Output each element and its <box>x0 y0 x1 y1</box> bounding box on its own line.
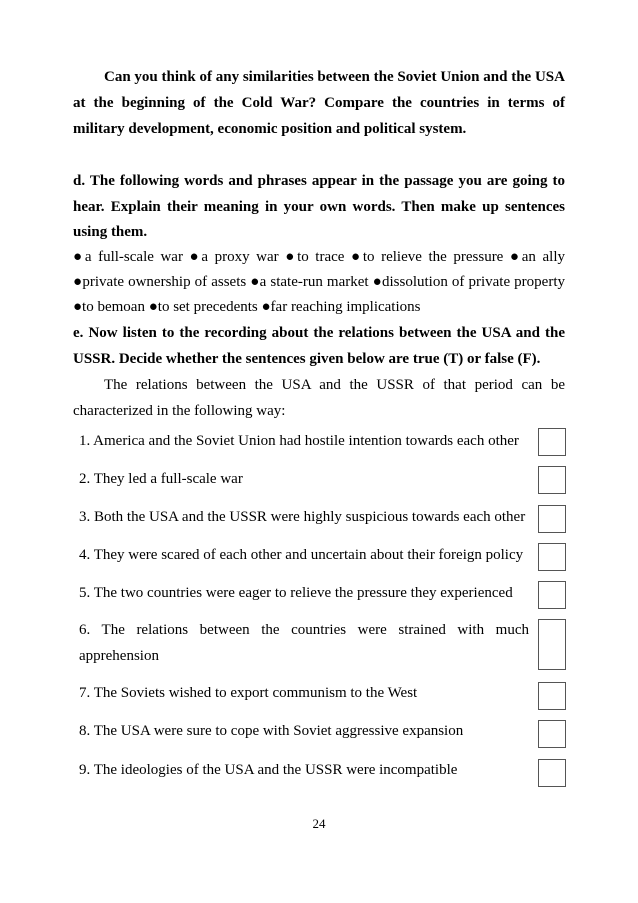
section-e-line-2: USSR. Decide whether the sentences given below are true (T) or false (F). <box>73 351 541 367</box>
statement-text: 2. They led a full-scale war <box>79 471 243 487</box>
section-d-line-1: d. The following words and phrases appear in the passage you are going to <box>73 173 565 189</box>
page-number: 24 <box>312 816 326 831</box>
vocabulary-line-1: ●a full-scale war ●a proxy war ●to trace ●to relieve the pressure ●an ally <box>73 249 565 265</box>
intro-question-line-3: military development, economic position and political system. <box>73 121 467 137</box>
statement-text: 5. The two countries were eager to relieve the pressure they experienced <box>79 585 513 601</box>
statement-row-5 <box>73 581 567 612</box>
vocabulary-line-3: ●to bemoan ●to set precedents ●far reaching implications <box>73 299 421 315</box>
statement-text: 7. The Soviets wished to export communism to the West <box>79 685 418 701</box>
statement-text-continued: apprehension <box>79 648 159 664</box>
answer-box-4[interactable] <box>538 543 566 571</box>
statement-text: 6. The relations between the countries were strained with much <box>79 622 529 638</box>
statement-text: 4. They were scared of each other and uncertain about their foreign policy <box>79 547 524 563</box>
intro-question-line-2: at the beginning of the Cold War? Compare the countries in terms of <box>73 95 565 111</box>
lead-in-line-2: characterized in the following way: <box>73 403 286 419</box>
vocabulary-line-2: ●private ownership of assets ●a state-run market ●dissolution of private property <box>73 274 565 290</box>
answer-box-6[interactable] <box>538 619 566 670</box>
statement-text: 3. Both the USA and the USSR were highly suspicious towards each other <box>79 509 526 525</box>
statement-row-1 <box>73 428 567 459</box>
statement-row-4 <box>73 543 567 574</box>
section-d-line-2: hear. Explain their meaning in your own words. Then make up sentences <box>73 199 565 215</box>
statement-row-8 <box>73 720 567 751</box>
answer-box-5[interactable] <box>538 581 566 609</box>
statement-text: 8. The USA were sure to cope with Soviet aggressive expansion <box>79 723 464 739</box>
statement-text: 9. The ideologies of the USA and the USSR were incompatible <box>79 762 458 778</box>
statement-row-7 <box>73 682 567 713</box>
statement-row-3 <box>73 505 567 536</box>
statement-row-2 <box>73 466 567 497</box>
statement-row-9 <box>73 759 567 790</box>
lead-in-line-1: The relations between the USA and the USSR of that period can be <box>104 377 565 393</box>
answer-box-3[interactable] <box>538 505 566 533</box>
intro-question-line-1: Can you think of any similarities between the Soviet Union and the USA <box>104 69 565 85</box>
answer-box-7[interactable] <box>538 682 566 710</box>
section-d-line-3: using them. <box>73 224 148 240</box>
section-e-line-1: e. Now listen to the recording about the relations between the USA and the <box>73 325 565 341</box>
answer-box-8[interactable] <box>538 720 566 748</box>
answer-box-9[interactable] <box>538 759 566 787</box>
answer-box-1[interactable] <box>538 428 566 456</box>
statement-text: 1. America and the Soviet Union had hostile intention towards each other <box>79 433 519 449</box>
statement-row-6 <box>73 619 567 672</box>
answer-box-2[interactable] <box>538 466 566 494</box>
